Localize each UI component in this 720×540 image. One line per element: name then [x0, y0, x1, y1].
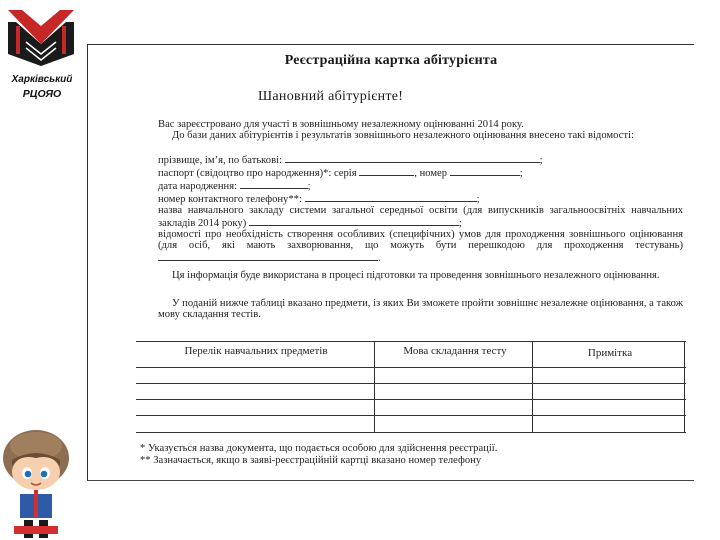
subjects-paragraph: У поданій нижче таблиці вказано предмети, із яких Ви зможете пройти зовнішнє незалежне оцінювання, а також мову складання тестів. — [158, 298, 683, 320]
table-header-subjects: Перелік навчальних предметів — [184, 345, 328, 357]
field-passport-series-blank — [359, 166, 414, 176]
field-phone-label: номер контактного телефону**: — [158, 194, 302, 205]
field-school: назва навчального закладу системи загальної середньої освіти (для випускників загальноосвітніх навчальних закладів 2014 року) ; — [158, 205, 683, 229]
greeting: Шановний абітурієнте! — [258, 89, 404, 104]
intro-text — [158, 119, 683, 141]
field-name-blank — [285, 153, 540, 163]
field-special: відомості про необхідність створення особливих (специфічних) умов для проходження зовнішнього оцінювання (для осіб, які мають захворювання, що можуть бути перешкодою для проходження тестувань) . — [158, 229, 683, 264]
table-bottom-rule — [136, 432, 686, 433]
field-school-label: назва навчального закладу системи загальної середньої освіти (для випускників загальноосвітніх навчальних закладів 2014 року) — [158, 205, 683, 229]
table-col-divider-2 — [532, 341, 533, 433]
info-text — [158, 270, 683, 281]
table-row-rule — [136, 383, 686, 384]
book-logo-icon — [6, 4, 76, 70]
intro-line-1: Вас зареєстровано для участі в зовнішньому незалежному оцінюванні 2014 року. — [158, 119, 524, 130]
field-special-blank — [158, 251, 378, 261]
footnotes — [140, 443, 497, 466]
table-row-rule — [136, 367, 686, 368]
field-name-label: прізвище, ім’я, по батькові: — [158, 155, 282, 166]
footnote-1: * Указується назва документа, що подається особою для здійснення реєстрації. — [140, 443, 498, 454]
field-passport-number-label: , номер — [414, 168, 448, 179]
document-title: Реєстраційна картка абітурієнта — [284, 53, 498, 68]
footnote-2: ** Зазначається, якщо в заяві-реєстраційній картці вказано номер телефону — [140, 454, 482, 466]
logo — [4, 4, 74, 100]
table-row-rule — [136, 399, 686, 400]
field-name: прізвище, ім’я, по батькові: ; — [158, 155, 543, 166]
field-special-label: відомості про необхідність створення особливих (специфічних) умов для проходження зовнішнього оцінювання (для осіб, які мають захворювання, що можуть бути перешкодою для проходження тестувань) — [158, 229, 683, 251]
field-passport: паспорт (свідоцтво про народження)*: серія , номер ; — [158, 168, 523, 179]
info-paragraph: Ця інформація буде використана в процесі підготовки та проведення зовнішнього незалежного оцінювання. — [172, 270, 660, 281]
subjects-table — [136, 341, 686, 437]
field-birth-date: дата народження: ; — [158, 181, 311, 192]
table-col-divider-3 — [684, 341, 685, 433]
field-phone-blank — [305, 192, 477, 202]
fields-list — [158, 153, 683, 264]
logo-title: Харківський — [11, 74, 73, 85]
logo-subtitle: РЦОЯО — [22, 88, 62, 100]
field-passport-number-blank — [450, 166, 520, 176]
child-mascot-icon — [0, 428, 76, 540]
field-birth-date-blank — [240, 179, 308, 189]
table-col-divider-1 — [374, 341, 375, 433]
table-header-notes: Примітка — [587, 347, 633, 359]
field-passport-label: паспорт (свідоцтво про народження)*: серія — [158, 168, 357, 179]
subjects-note — [158, 298, 683, 320]
intro-line-2: До бази даних абітурієнтів і результатів зовнішнього незалежного оцінювання внесено такі відомості: — [172, 130, 634, 141]
registration-card-document — [87, 44, 694, 481]
table-top-rule — [136, 341, 686, 342]
table-header-language: Мова складання тесту — [403, 345, 507, 357]
field-phone: номер контактного телефону**: ; — [158, 194, 480, 205]
field-school-blank — [249, 216, 459, 226]
table-row-rule — [136, 415, 686, 416]
field-birth-date-label: дата народження: — [158, 181, 238, 192]
